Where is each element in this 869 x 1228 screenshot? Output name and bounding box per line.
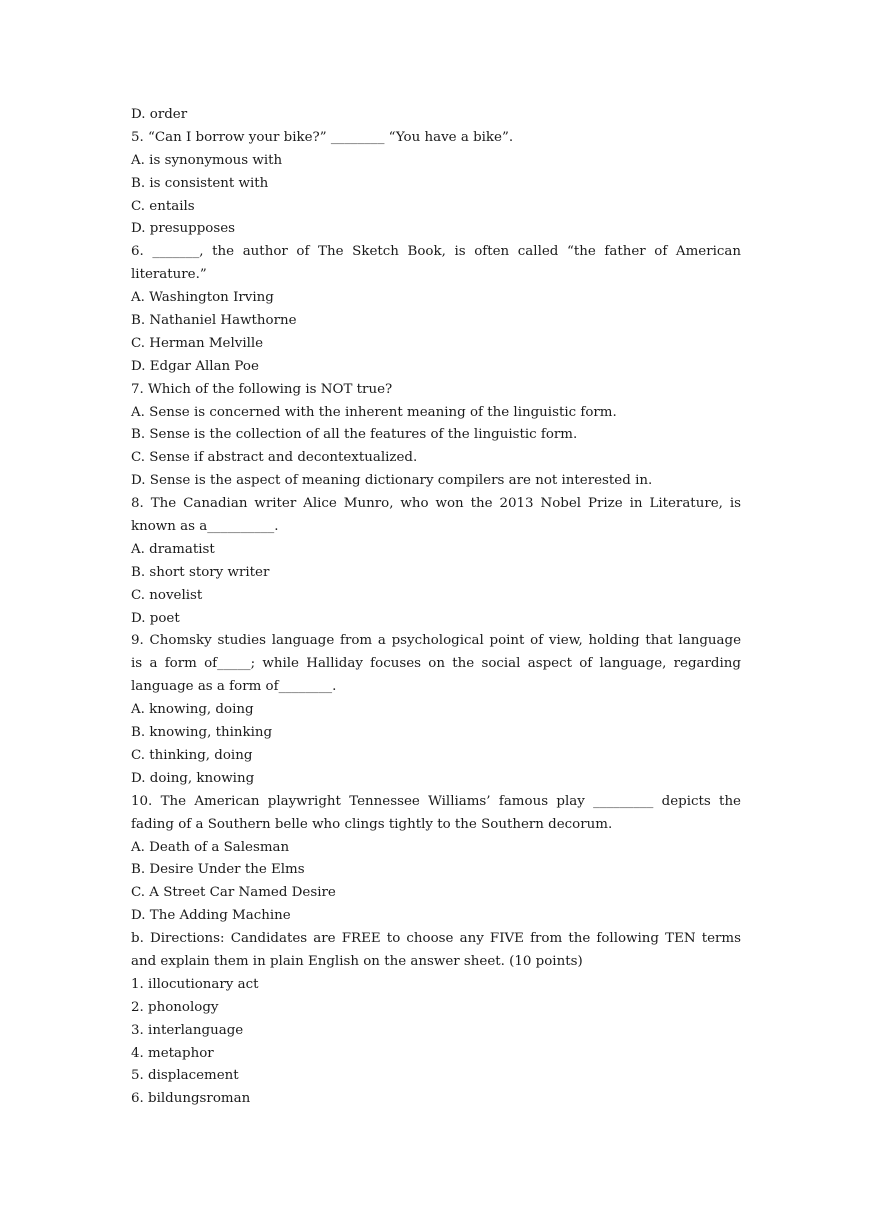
term-line: 3. interlanguage xyxy=(131,1022,244,1038)
option-line: B. Sense is the collection of all the features of the linguistic form. xyxy=(131,427,578,443)
option-line: A. knowing, doing xyxy=(131,702,254,718)
question-line: 5. “Can I borrow your bike?” ________ “You have a bike”. xyxy=(131,129,514,145)
question-line: is a form of_____; while Halliday focuses on the social aspect of language, regarding xyxy=(131,656,741,672)
question-line: known as a__________. xyxy=(131,519,279,535)
term-line: 1. illocutionary act xyxy=(131,976,259,992)
option-line: D. Edgar Allan Poe xyxy=(131,358,259,374)
question-line: 7. Which of the following is NOT true? xyxy=(131,381,393,397)
option-line: D. The Adding Machine xyxy=(131,908,291,924)
term-line: 5. displacement xyxy=(131,1068,239,1084)
term-line: 4. metaphor xyxy=(131,1045,214,1061)
question-line: 6. _______, the author of The Sketch Book, is often called “the father of American xyxy=(131,244,741,260)
question-line: literature.” xyxy=(131,267,207,283)
term-line: 6. bildungsroman xyxy=(131,1091,251,1107)
question-line: language as a form of________. xyxy=(131,679,337,695)
option-line: A. dramatist xyxy=(131,541,215,557)
option-line: C. thinking, doing xyxy=(131,747,253,763)
question-line: 8. The Canadian writer Alice Munro, who won the 2013 Nobel Prize in Literature, is xyxy=(131,496,741,512)
term-line: 2. phonology xyxy=(131,999,219,1015)
option-line: B. short story writer xyxy=(131,564,270,580)
question-line: 10. The American playwright Tennessee Williams’ famous play _________ depicts the xyxy=(131,793,741,809)
option-line: B. knowing, thinking xyxy=(131,725,273,741)
directions-line: and explain them in plain English on the answer sheet. (10 points) xyxy=(131,953,583,969)
option-line: A. Sense is concerned with the inherent meaning of the linguistic form. xyxy=(131,404,617,420)
option-line: D. presupposes xyxy=(131,221,236,237)
option-line: C. entails xyxy=(131,198,195,214)
option-line: B. is consistent with xyxy=(131,175,269,191)
option-line: B. Nathaniel Hawthorne xyxy=(131,313,297,329)
option-line: A. Washington Irving xyxy=(131,290,274,306)
option-line: B. Desire Under the Elms xyxy=(131,862,305,878)
option-line: C. novelist xyxy=(131,587,203,603)
option-line: D. Sense is the aspect of meaning dictionary compilers are not interested in. xyxy=(131,473,653,489)
exam-text-body xyxy=(131,104,741,1111)
option-line: A. is synonymous with xyxy=(131,152,283,168)
option-line: C. Herman Melville xyxy=(131,335,264,351)
option-line: A. Death of a Salesman xyxy=(131,839,290,855)
option-line: D. doing, knowing xyxy=(131,770,255,786)
directions-line: b. Directions: Candidates are FREE to choose any FIVE from the following TEN terms xyxy=(131,931,741,947)
option-line: C. Sense if abstract and decontextualized. xyxy=(131,450,418,466)
option-line: D. poet xyxy=(131,610,180,626)
question-line: 9. Chomsky studies language from a psychological point of view, holding that language xyxy=(131,633,741,649)
question-line: fading of a Southern belle who clings tightly to the Southern decorum. xyxy=(131,816,613,832)
option-line: C. A Street Car Named Desire xyxy=(131,885,336,901)
option-line: D. order xyxy=(131,107,188,122)
